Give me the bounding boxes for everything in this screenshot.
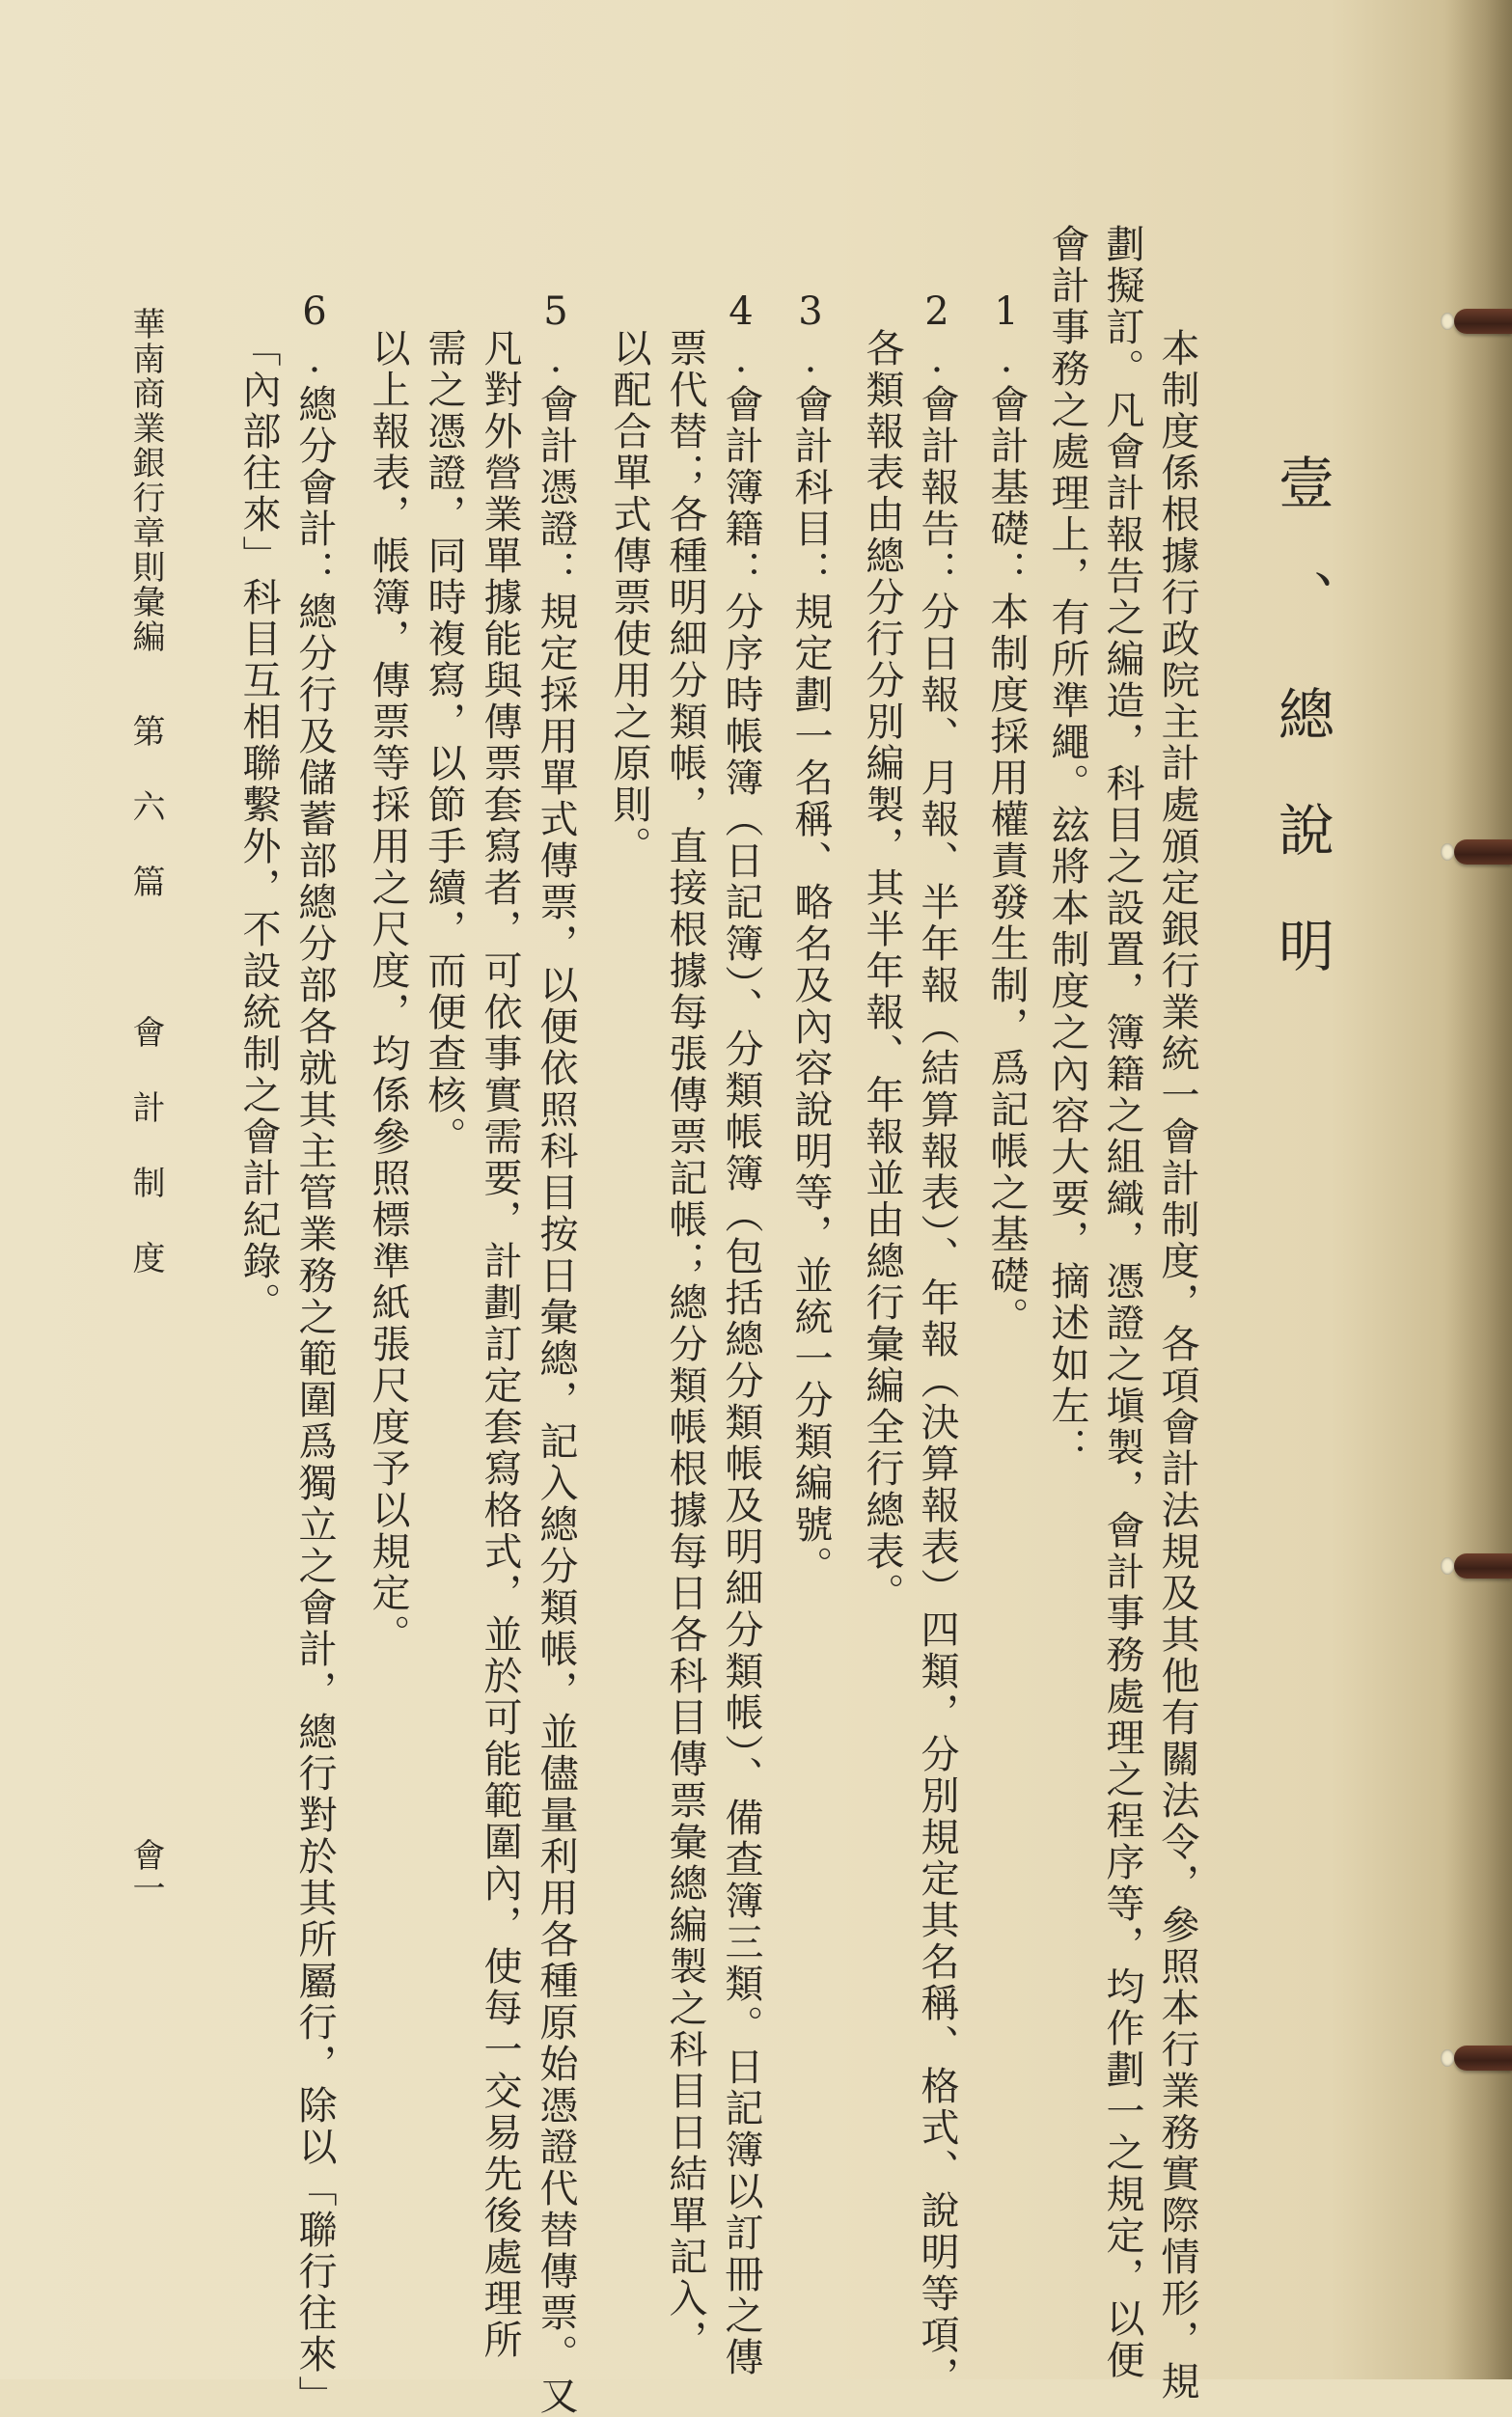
intro-line-3: 會計事務之處理上，有所準繩。玆將本制度之內容大要，摘述如左：	[1045, 224, 1089, 1469]
item-5-line-3: 需之憑證，同時複寫，以節手續，而便查核。	[422, 328, 466, 1158]
section-title: 壹、總說明	[1269, 453, 1334, 1032]
item-6-line-1: 6.總分會計：總分行及儲蓄部總分部各就其主管業務之範圍爲獨立之會計，總行對於其所屬行，除以「聯行往來」	[292, 289, 337, 2417]
binder-ring	[1454, 839, 1512, 865]
footer-chapter: 第六篇 會計制度	[126, 714, 165, 1316]
item-5-line-1: 5.會計憑證：規定採用單式傳票，以便依照科目按日彙總，記入總分類帳，並儘量利用各種原始憑證代替傳票。又	[534, 289, 578, 2417]
page-number: 會一	[126, 1838, 165, 1904]
binder-ring	[1454, 309, 1512, 334]
item-2-line-1: 2.會計報告：分日報、月報、半年報（結算報表）、年報（決算報表）四類，分別規定其名稱、格式、說明等項，	[915, 289, 959, 2398]
item-4-line-3: 以配合單式傳票使用之原則。	[607, 328, 651, 867]
binder-ring	[1454, 2046, 1512, 2071]
item-4-line-1: 4.會計簿籍：分序時帳簿（日記簿）、分類帳簿（包括總分類帳及明細分類帳）、備查簿三類。日記簿以訂冊之傳	[719, 289, 763, 2378]
item-6-line-2: 「內部往來」科目互相聯繫外，不設統制之會計紀錄。	[236, 328, 281, 1324]
item-5-line-4: 以上報表，帳簿，傳票等採用之尺度，均係參照標準紙張尺度予以規定。	[366, 328, 410, 1656]
footer-book-title: 華南商業銀行章則彙編	[126, 307, 165, 654]
item-3-line-1: 3.會計科目：規定劃一名稱、略名及內容說明等，並統一分類編號。	[788, 289, 833, 1587]
intro-line-1: 本制度係根據行政院主計處頒定銀行業統一會計制度，各項會計法規及其他有關法令，參照本行業務實際情形，規	[1155, 328, 1199, 2403]
item-2-line-2: 各類報表由總分行分別編製，其半年報、年報並由總行彙編全行總表。	[860, 328, 904, 1614]
binder-ring	[1454, 1553, 1512, 1579]
item-5-line-2: 凡對外營業單據能與傳票套寫者，可依事實需要，計劃訂定套寫格式，並於可能範圍內，使每一交易先後處理所	[478, 328, 522, 2361]
intro-line-2: 劃擬訂。凡會計報告之編造，科目之設置，簿籍之組織，憑證之塡製，會計事務處理之程序等，均作劃一之規定，以便	[1100, 224, 1144, 2381]
binding-edge	[1444, 0, 1512, 2379]
item-4-line-2: 票代替；各種明細分類帳，直接根據每張傳票記帳；總分類帳根據每日各科目傳票彙總編製之科目日結單記入，	[663, 328, 707, 2361]
item-1-line-1: 1.會計基礎：本制度採用權責發生制，爲記帳之基礎。	[984, 289, 1029, 1338]
